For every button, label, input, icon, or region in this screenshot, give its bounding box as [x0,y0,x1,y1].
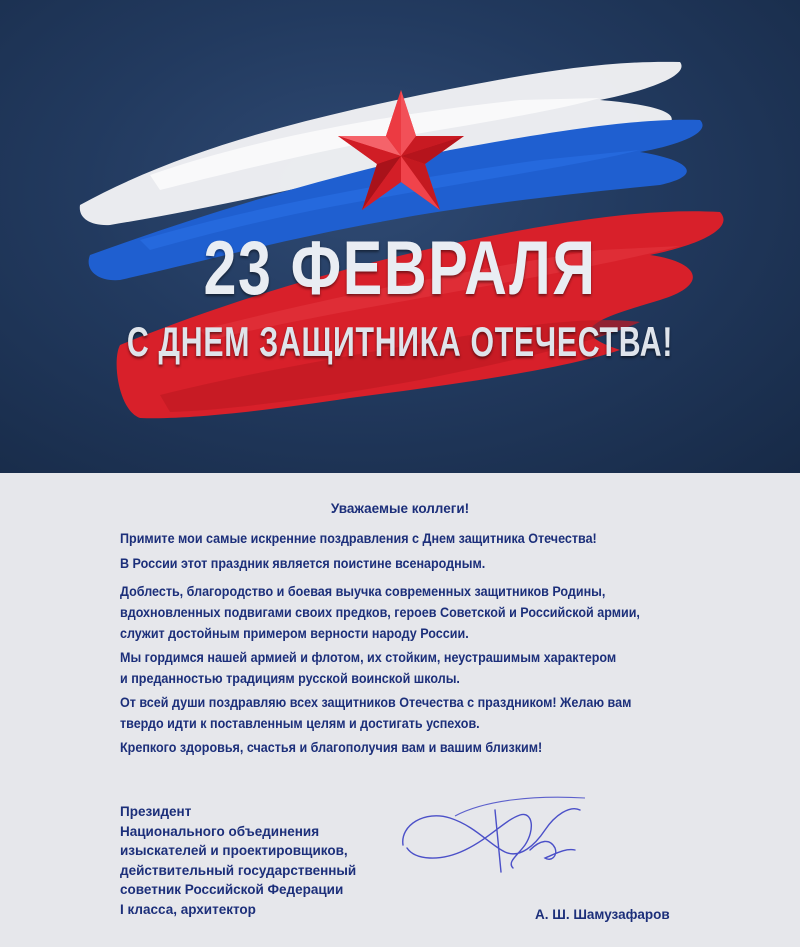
letter-paragraph-1 [120,528,641,549]
signer-title-line: действительный государственный [120,862,357,878]
letter-paragraph-3 [120,581,641,644]
banner-subline: С ДНЕМ ЗАЩИТНИКА ОТЕЧЕСТВА! [126,318,674,365]
letter-greeting: Уважаемые коллеги! [330,501,470,516]
signer-title-line: Национального объединения [120,823,320,839]
signer-name: А. Ш. Шамузафаров [535,907,670,922]
holiday-banner [0,0,800,473]
banner-headline: 23 ФЕВРАЛЯ [203,226,597,311]
signer-title-line: советник Российской Федерации [120,882,344,897]
paragraph-line: Примите мои самые искренние поздравления с Днем защитника Отечества! [120,531,597,546]
letter-paragraph-2 [120,553,641,574]
letter-paragraph-6 [120,737,641,758]
paragraph-line: вдохновленных подвигами своих предков, героев Советской и Российской армии, [120,605,640,620]
signer-title-line: изыскателей и проектировщиков, [120,843,348,858]
paragraph-line: Крепкого здоровья, счастья и благополучия вам и вашим близким! [120,740,543,755]
paragraph-line: От всей души поздравляю всех защитников Отечества с праздником! Желаю вам [120,695,632,710]
paragraph-line: В России этот праздник является поистине всенародным. [120,556,486,571]
paragraph-line: служит достойным примером верности народу России. [120,626,469,641]
paragraph-line: Доблесть, благородство и боевая выучка современных защитников Родины, [120,584,606,599]
signer-title [120,802,440,919]
letter-paragraph-5 [120,692,641,734]
paragraph-line: и преданностью традициям русской воинской школы. [120,671,460,686]
signer-title-line: I класса, архитектор [120,901,256,917]
handwritten-signature [395,790,595,880]
paragraph-line: Мы гордимся нашей армией и флотом, их стойким, неустрашимым характером [120,650,617,665]
letter-paragraph-4 [120,647,641,689]
signer-title-line: Президент [120,804,192,819]
paragraph-line: твердо идти к поставленным целям и достигать успехов. [120,716,480,731]
